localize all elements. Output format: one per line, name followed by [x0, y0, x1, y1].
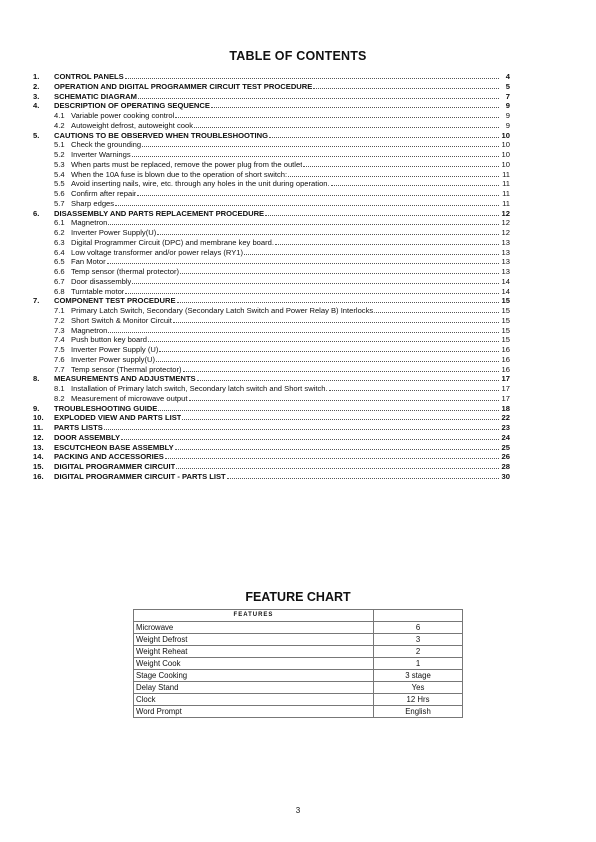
toc-dot-leader: [175, 443, 499, 450]
feature-name: Stage Cooking: [134, 670, 374, 682]
toc-dot-leader: [138, 92, 499, 99]
toc-entry-label: ESCUTCHEON BASE ASSEMBLY: [54, 442, 174, 452]
toc-entry-page: 25: [501, 442, 510, 452]
toc-entry-number: 10.: [33, 413, 44, 423]
toc-entry-number: 7.7: [54, 364, 65, 374]
toc-entry-page: 10: [501, 140, 510, 150]
toc-entry-label: Installation of Primary latch switch, Secondary latch switch and Short switch.: [71, 384, 328, 393]
toc-dot-leader: [176, 462, 499, 469]
toc-dot-leader: [244, 248, 499, 255]
toc-entry-label: Variable power cooking control: [71, 111, 175, 120]
toc-subsection-entry: [33, 335, 510, 345]
toc-section-entry: [33, 72, 510, 82]
toc-entry-label: Confirm after repair: [71, 189, 137, 198]
toc-entry-label: TROUBLESHOOTING GUIDE: [54, 403, 158, 413]
toc-entry-label: Inverter Power supply(U): [71, 354, 155, 364]
toc-section-entry: [33, 92, 510, 102]
toc-entry-page: 9: [505, 111, 510, 120]
toc-section-entry: [33, 296, 510, 306]
toc-entry-page: 17: [501, 374, 510, 384]
toc-entry-number: 7.1: [54, 306, 65, 315]
toc-entry-page: 28: [501, 462, 510, 471]
toc-entry-number: 5.5: [54, 179, 65, 189]
toc-entry-number: 7.5: [54, 345, 65, 354]
toc-entry-page: 24: [501, 432, 510, 442]
feature-row: [134, 670, 463, 682]
feature-value: 12 Hrs: [374, 694, 463, 706]
toc-subsection-entry: [33, 345, 510, 355]
toc-entry-number: 6.4: [54, 247, 65, 257]
toc-dot-leader: [107, 257, 499, 264]
table-of-contents: [33, 72, 510, 482]
feature-name: Word Prompt: [134, 706, 374, 718]
toc-subsection-entry: [33, 218, 510, 228]
toc-entry-label: Low voltage transformer and/or power relays (RY1): [71, 247, 244, 257]
toc-entry-number: 7.2: [54, 315, 65, 325]
toc-entry-number: 3.: [33, 91, 40, 101]
toc-entry-number: 5.2: [54, 150, 65, 159]
toc-entry-number: 8.1: [54, 384, 65, 393]
toc-subsection-entry: [33, 199, 510, 209]
toc-entry-label: MEASUREMENTS AND ADJUSTMENTS: [54, 374, 196, 384]
toc-dot-leader: [275, 238, 499, 245]
toc-subsection-entry: [33, 121, 510, 131]
toc-entry-label: Push button key board: [71, 335, 147, 345]
toc-dot-leader: [175, 111, 499, 118]
toc-entry-label: Inverter Power Supply(U): [71, 228, 157, 237]
toc-dot-leader: [125, 287, 499, 294]
toc-dot-leader: [108, 326, 499, 333]
toc-section-entry: [33, 443, 510, 453]
toc-entry-number: 1.: [33, 72, 40, 81]
toc-subsection-entry: [33, 326, 510, 336]
toc-entry-label: Measurement of microwave output: [71, 393, 188, 403]
toc-entry-page: 10: [501, 159, 510, 169]
toc-dot-leader: [227, 472, 499, 479]
page-number: 3: [295, 806, 301, 815]
toc-entry-page: 13: [501, 237, 510, 247]
toc-dot-leader: [180, 267, 499, 274]
toc-section-entry: [33, 404, 510, 414]
toc-entry-number: 5.: [33, 130, 40, 140]
toc-subsection-entry: [33, 287, 510, 297]
toc-entry-label: CAUTIONS TO BE OBSERVED WHEN TROUBLESHOOTING: [54, 130, 269, 140]
toc-entry-label: PARTS LISTS: [54, 423, 103, 432]
toc-title: TABLE OF CONTENTS: [229, 49, 367, 63]
toc-subsection-entry: [33, 179, 510, 189]
toc-dot-leader: [148, 335, 499, 342]
toc-entry-page: 15: [501, 325, 510, 335]
toc-section-entry: [33, 374, 510, 384]
toc-entry-label: DIGITAL PROGRAMMER CIRCUIT: [54, 462, 176, 471]
toc-entry-number: 7.3: [54, 325, 65, 335]
toc-section-entry: [33, 462, 510, 472]
toc-dot-leader: [288, 170, 499, 177]
toc-dot-leader: [329, 384, 499, 391]
toc-entry-label: Temp sensor (thermal protector): [71, 267, 180, 276]
toc-section-entry: [33, 209, 510, 219]
toc-section-entry: [33, 472, 510, 482]
toc-entry-page: 16: [501, 354, 510, 364]
toc-entry-label: PACKING AND ACCESSORIES: [54, 452, 164, 462]
toc-entry-number: 2.: [33, 81, 40, 91]
toc-entry-page: 13: [501, 247, 510, 257]
toc-dot-leader: [194, 121, 499, 128]
toc-entry-number: 5.6: [54, 189, 65, 198]
toc-entry-number: 14.: [33, 452, 44, 462]
toc-entry-number: 7.: [33, 296, 40, 306]
feature-value: 1: [374, 658, 463, 670]
feature-name: Weight Cook: [134, 658, 374, 670]
toc-dot-leader: [159, 345, 499, 352]
toc-subsection-entry: [33, 248, 510, 258]
toc-entry-page: 14: [501, 286, 510, 296]
feature-chart-header: FEATURES: [134, 610, 374, 622]
toc-dot-leader: [165, 452, 499, 459]
toc-entry-number: 6.7: [54, 276, 65, 286]
toc-entry-label: Magnetron: [71, 218, 108, 228]
toc-entry-label: Inverter Power Supply (U): [71, 345, 159, 354]
toc-dot-leader: [269, 131, 499, 138]
toc-entry-page: 7: [505, 91, 510, 101]
feature-row: [134, 622, 463, 634]
feature-value: 3 stage: [374, 670, 463, 682]
toc-dot-leader: [265, 209, 499, 216]
toc-subsection-entry: [33, 189, 510, 199]
feature-name: Clock: [134, 694, 374, 706]
toc-entry-label: COMPONENT TEST PROCEDURE: [54, 296, 176, 306]
toc-dot-leader: [158, 404, 499, 411]
toc-entry-page: 12: [501, 208, 510, 218]
toc-entry-number: 4.2: [54, 120, 65, 130]
toc-entry-number: 5.7: [54, 198, 65, 208]
toc-entry-page: 14: [501, 276, 510, 286]
toc-entry-label: Primary Latch Switch, Secondary (Secondary Latch Switch and Power Relay B) Interlocks.: [71, 306, 376, 315]
feature-value: 6: [374, 622, 463, 634]
toc-entry-label: EXPLODED VIEW AND PARTS LIST: [54, 413, 182, 423]
toc-dot-leader: [108, 218, 499, 225]
toc-entry-page: 9: [505, 101, 510, 111]
toc-entry-page: 12: [501, 218, 510, 228]
toc-subsection-entry: [33, 170, 510, 180]
toc-subsection-entry: [33, 384, 510, 394]
toc-entry-label: Inverter Warnings: [71, 150, 131, 159]
toc-entry-label: When parts must be replaced, remove the power plug from the outlet: [71, 159, 303, 169]
feature-name: Delay Stand: [134, 682, 374, 694]
toc-entry-page: 18: [501, 403, 510, 413]
toc-subsection-entry: [33, 365, 510, 375]
toc-dot-leader: [137, 189, 499, 196]
toc-subsection-entry: [33, 355, 510, 365]
toc-section-entry: [33, 82, 510, 92]
toc-dot-leader: [331, 179, 499, 186]
toc-entry-label: Magnetron: [71, 325, 108, 335]
toc-entry-label: DISASSEMBLY AND PARTS REPLACEMENT PROCEDURE: [54, 208, 265, 218]
toc-entry-page: 11: [502, 198, 510, 208]
toc-entry-page: 9: [505, 120, 510, 130]
toc-entry-number: 6.6: [54, 267, 65, 276]
toc-entry-number: 12.: [33, 432, 44, 442]
toc-dot-leader: [104, 423, 499, 430]
toc-entry-label: Check the grounding: [71, 140, 142, 150]
toc-entry-number: 11.: [33, 423, 44, 432]
toc-entry-label: Temp sensor (Thermal protector): [71, 364, 182, 374]
toc-entry-number: 6.1: [54, 218, 65, 228]
toc-entry-number: 4.: [33, 101, 40, 111]
toc-entry-page: 11: [502, 189, 510, 198]
toc-dot-leader: [156, 355, 499, 362]
feature-name: Microwave: [134, 622, 374, 634]
toc-dot-leader: [189, 394, 500, 401]
feature-row: [134, 646, 463, 658]
feature-row: [134, 658, 463, 670]
toc-entry-label: OPERATION AND DIGITAL PROGRAMMER CIRCUIT TEST PROCEDURE: [54, 81, 313, 91]
toc-subsection-entry: [33, 306, 510, 316]
toc-entry-label: DESCRIPTION OF OPERATING SEQUENCE: [54, 101, 210, 111]
toc-dot-leader: [157, 228, 499, 235]
toc-entry-label: When the 10A fuse is blown due to the operation of short switch:: [71, 169, 288, 179]
toc-section-entry: [33, 423, 510, 433]
toc-entry-page: 10: [501, 130, 510, 140]
toc-section-entry: [33, 131, 510, 141]
toc-subsection-entry: [33, 316, 510, 326]
toc-subsection-entry: [33, 277, 510, 287]
toc-dot-leader: [132, 277, 499, 284]
toc-entry-page: 10: [501, 150, 510, 159]
toc-entry-page: 15: [501, 296, 510, 306]
toc-entry-page: 15: [501, 335, 510, 345]
toc-entry-page: 13: [501, 257, 510, 267]
toc-dot-leader: [121, 433, 499, 440]
toc-subsection-entry: [33, 257, 510, 267]
toc-entry-number: 6.3: [54, 237, 65, 247]
toc-entry-label: DOOR ASSEMBLY: [54, 432, 121, 442]
toc-entry-label: Digital Programmer Circuit (DPC) and membrane key board.: [71, 237, 274, 247]
toc-dot-leader: [183, 365, 499, 372]
toc-entry-page: 11: [502, 179, 510, 189]
feature-row: [134, 634, 463, 646]
toc-entry-page: 23: [501, 423, 510, 432]
toc-subsection-entry: [33, 228, 510, 238]
toc-entry-label: Autoweight defrost, autoweight cook: [71, 120, 193, 130]
feature-row: [134, 706, 463, 718]
feature-chart-header-value: [374, 610, 463, 622]
toc-entry-label: Short Switch & Monitor Circuit: [71, 315, 172, 325]
toc-subsection-entry: [33, 238, 510, 248]
toc-entry-page: 5: [505, 81, 510, 91]
toc-entry-page: 4: [505, 72, 510, 81]
toc-entry-page: 15: [501, 306, 510, 315]
toc-dot-leader: [115, 199, 499, 206]
feature-value: 2: [374, 646, 463, 658]
toc-entry-page: 12: [501, 228, 510, 237]
toc-section-entry: [33, 433, 510, 443]
toc-subsection-entry: [33, 140, 510, 150]
toc-entry-number: 9.: [33, 403, 40, 413]
toc-dot-leader: [182, 413, 499, 420]
toc-entry-page: 17: [501, 384, 510, 393]
feature-value: 3: [374, 634, 463, 646]
toc-entry-page: 13: [501, 267, 510, 276]
feature-chart-header-row: [134, 610, 463, 622]
feature-value: Yes: [374, 682, 463, 694]
toc-entry-number: 6.5: [54, 257, 65, 267]
toc-entry-number: 8.2: [54, 393, 65, 403]
toc-dot-leader: [132, 150, 499, 157]
toc-entry-page: 22: [501, 413, 510, 423]
toc-entry-number: 5.3: [54, 159, 65, 169]
toc-entry-label: Avoid inserting nails, wire, etc. through any holes in the unit during operation.: [71, 179, 330, 189]
toc-entry-page: 17: [501, 393, 510, 403]
toc-entry-number: 13.: [33, 442, 44, 452]
toc-entry-number: 5.4: [54, 169, 65, 179]
toc-dot-leader: [197, 374, 499, 381]
toc-entry-number: 8.: [33, 374, 40, 384]
toc-section-entry: [33, 413, 510, 423]
toc-subsection-entry: [33, 150, 510, 160]
toc-entry-page: 16: [501, 345, 510, 354]
toc-entry-label: Sharp edges: [71, 198, 115, 208]
feature-row: [134, 694, 463, 706]
toc-section-entry: [33, 452, 510, 462]
toc-entry-page: 26: [501, 452, 510, 462]
toc-entry-page: 16: [501, 364, 510, 374]
toc-entry-number: 6.: [33, 208, 40, 218]
toc-dot-leader: [177, 296, 499, 303]
toc-entry-number: 6.2: [54, 228, 65, 237]
feature-value: English: [374, 706, 463, 718]
toc-subsection-entry: [33, 111, 510, 121]
toc-entry-number: 16.: [33, 471, 44, 481]
feature-name: Weight Defrost: [134, 634, 374, 646]
toc-entry-label: CONTROL PANELS: [54, 72, 124, 81]
toc-entry-label: DIGITAL PROGRAMMER CIRCUIT - PARTS LIST: [54, 471, 226, 481]
toc-subsection-entry: [33, 160, 510, 170]
toc-entry-page: 11: [502, 169, 510, 179]
toc-entry-page: 15: [501, 315, 510, 325]
toc-section-entry: [33, 101, 510, 111]
toc-dot-leader: [125, 72, 499, 79]
toc-entry-label: Fan Motor: [71, 257, 106, 267]
toc-dot-leader: [211, 101, 499, 108]
toc-entry-number: 7.4: [54, 335, 65, 345]
toc-entry-label: Turntable motor: [71, 286, 125, 296]
toc-subsection-entry: [33, 267, 510, 277]
toc-entry-number: 5.1: [54, 140, 65, 150]
toc-entry-label: SCHEMATIC DIAGRAM: [54, 91, 137, 101]
feature-name: Weight Reheat: [134, 646, 374, 658]
toc-subsection-entry: [33, 394, 510, 404]
toc-entry-number: 4.1: [54, 111, 65, 120]
toc-dot-leader: [376, 306, 499, 313]
toc-entry-number: 7.6: [54, 354, 65, 364]
toc-entry-label: Door disassembly: [71, 276, 132, 286]
feature-row: [134, 682, 463, 694]
toc-dot-leader: [313, 82, 499, 89]
toc-entry-number: 15.: [33, 462, 44, 471]
toc-entry-number: 6.8: [54, 286, 65, 296]
feature-chart-table: [133, 609, 463, 718]
toc-dot-leader: [173, 316, 499, 323]
toc-dot-leader: [142, 140, 499, 147]
toc-entry-page: 30: [501, 471, 510, 481]
toc-dot-leader: [303, 160, 499, 167]
feature-chart-title: FEATURE CHART: [245, 590, 351, 604]
